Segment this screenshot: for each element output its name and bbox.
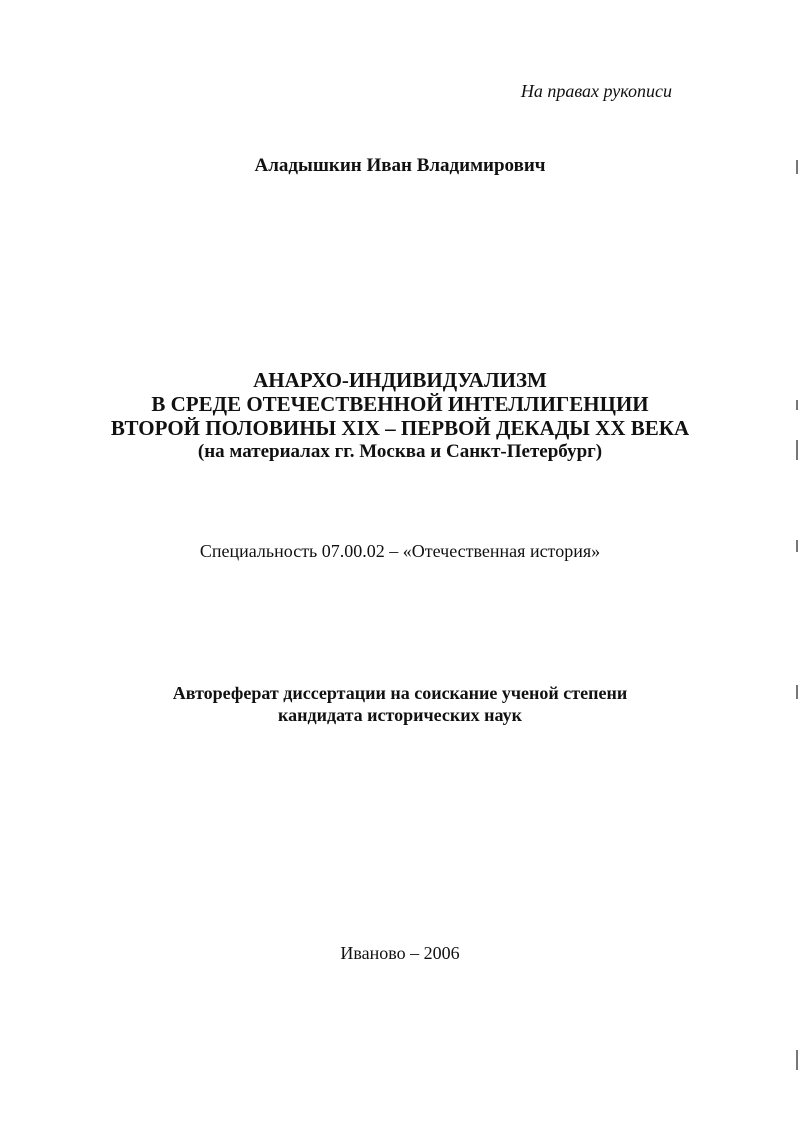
title-line-3: ВТОРОЙ ПОЛОВИНЫ XIX – ПЕРВОЙ ДЕКАДЫ XX ВЕКА	[110, 416, 690, 440]
title-subtitle: (на материалах гг. Москва и Санкт-Петербург)	[197, 441, 603, 462]
dissertation-title	[0, 368, 800, 464]
author-name: Аладышкин Иван Владимирович	[254, 155, 546, 176]
title-line-2: В СРЕДЕ ОТЕЧЕСТВЕННОЙ ИНТЕЛЛИГЕНЦИИ	[151, 392, 649, 416]
abstract-line-2: кандидата исторических наук	[278, 705, 522, 725]
abstract-line-1: Автореферат диссертации на соискание ученой степени	[172, 683, 628, 703]
scan-artifact-mark	[796, 160, 798, 174]
abstract-description	[0, 682, 800, 726]
scan-artifact-mark	[796, 440, 798, 460]
scan-artifact-mark	[796, 540, 798, 552]
scan-artifact-mark	[796, 400, 798, 410]
manuscript-rights-note: На правах рукописи	[520, 81, 672, 101]
place-and-year: Иваново – 2006	[340, 943, 460, 963]
scan-artifact-mark	[796, 1050, 798, 1070]
title-line-1: АНАРХО-ИНДИВИДУАЛИЗМ	[253, 368, 547, 392]
scan-artifact-mark	[796, 685, 798, 699]
specialty-line: Специальность 07.00.02 – «Отечественная история»	[199, 541, 601, 561]
